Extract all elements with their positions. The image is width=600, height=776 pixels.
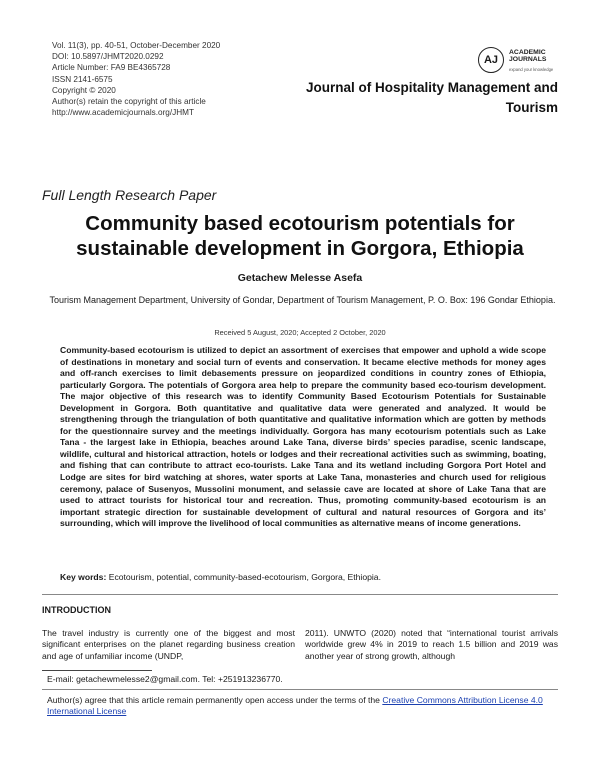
author-affiliation: Tourism Management Department, University of Gondar, Department of Tourism Management, P. O. Box: 196 Gondar Ethiopia. (49, 295, 556, 305)
received-dates: Received 5 August, 2020; Accepted 2 October, 2020 (214, 328, 386, 337)
license-notice (47, 695, 562, 718)
abstract: Community-based ecotourism is utilized to depict an assortment of exercises that empower and uphold a wide scope of destinations in monetary and social turn of events and conservation. It became elective methods for money ages and off-ranch exercises to limit debasements pressure on jeopardized conditions in country zones of Ethiopia, particularly Gorgora. The potentials of Gorgora area help to prepare the community based eco-tourism development. The major objective of this research was to identify Community Based Ecotourism Potentials for Sustainable Development in Gorgora. Both quantitative and qualitative data were generated and analyzed. It would be strengthening through the triangulation of both quantitative and qualitative information which are gotten by methods for the questionnaire survey and the meetings individually. Gorgora has many ecotourism potentials such as Lake Tana - the largest lake in Ethiopia, beaches around Lake Tana, diverse birds’ species paradise, scenic landscape, wildlife, cultural and historical attraction, hotels or lodges and their recreational activities such as swimming, boating, and fishing that can contribute to attract eco-tourists. Lake Tana and its wetland including Gorgora Port Hotel and Lodge are sites for bird watching at shores, water sports at Lake Tana, monasteries and church used for religious ceremony, palace of Susenyos, Mussolini monument, and selassie cave are located at shore of Lake Tana that are used to attract tourists for historical tour and recreation. Thus, promoting community-based ecotourism is an important strategic direction for sustainable development of cultural and natural resources of Gorgora and its’ surrounding, which will improve the livelihood of local communities as alternative means of income generations. (60, 345, 546, 529)
keywords (60, 572, 381, 582)
author-name: Getachew Melesse Asefa (237, 272, 363, 284)
keywords-text: Ecotourism, potential, community-based-ecotourism, Gorgora, Ethiopia. (108, 572, 381, 582)
author-email: E-mail: getachewmelesse2@gmail.com. Tel: +251913236770. (47, 674, 283, 684)
academic-journals-logo (478, 47, 598, 77)
footer-divider (42, 689, 558, 690)
paper-title-line1: Community based ecotourism potentials for (85, 212, 515, 235)
meta-rights: Author(s) retain the copyright of this article (52, 97, 206, 107)
paper-title-line2: sustainable development in Gorgora, Ethiopia (76, 237, 524, 260)
paper-title (40, 211, 560, 261)
license-text: Author(s) agree that this article remain permanently open access under the terms of the (47, 695, 380, 705)
logo-line1: ACADEMIC (509, 49, 546, 56)
meta-copyright: Copyright © 2020 (52, 85, 116, 95)
journal-name (298, 78, 558, 118)
meta-issn: ISSN 2141-6575 (52, 74, 113, 84)
meta-article-number: Article Number: FA9 BE4365728 (52, 63, 171, 73)
logo-wordmark (509, 49, 546, 64)
intro-column-left: The travel industry is currently one of the biggest and most significant enterprises on the planet regarding business creation and age of unfamiliar income (UNDP, (42, 628, 295, 661)
section-label: Full Length Research Paper (42, 187, 217, 203)
meta-volume: Vol. 11(3), pp. 40-51, October-December 2020 (52, 41, 221, 50)
meta-url[interactable]: http://www.academicjournals.org/JHMT (52, 108, 194, 118)
introduction-heading: INTRODUCTION (42, 605, 111, 615)
logo-tagline: expand your knowledge (509, 67, 554, 72)
section-divider (42, 594, 558, 595)
journal-name-line2: Tourism (505, 100, 558, 115)
logo-line2: JOURNALS (509, 56, 547, 64)
meta-doi: DOI: 10.5897/JHMT2020.0292 (52, 52, 164, 62)
footnote-divider (42, 670, 152, 671)
intro-column-right: 2011). UNWTO (2020) noted that “international tourist arrivals worldwide grew 4% in 2019 to reach 1.5 billion and 2019 was another year of strong growth, although (305, 628, 558, 661)
logo-mark-icon: AJ (478, 47, 504, 73)
article-meta (52, 40, 220, 118)
license-link[interactable]: Creative Commons Attribution License 4.0 International License (47, 695, 543, 717)
keywords-label: Key words: (60, 572, 107, 582)
journal-name-line1: Journal of Hospitality Management and (305, 80, 558, 95)
